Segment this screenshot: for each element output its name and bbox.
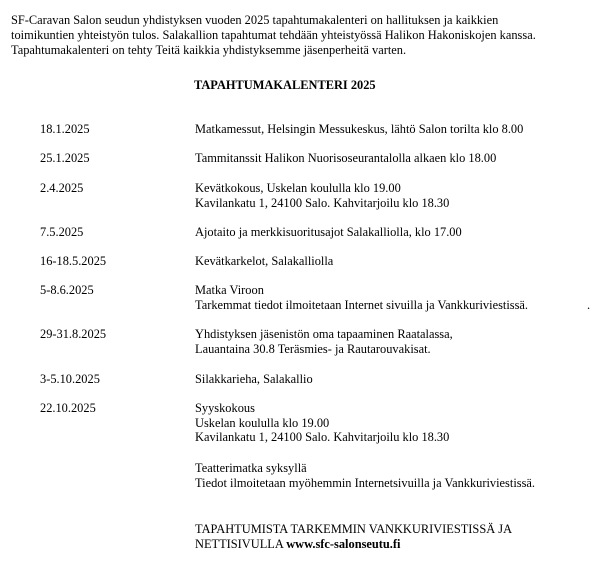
event-description bbox=[195, 225, 595, 240]
event-line: Matka Viroon bbox=[195, 283, 264, 297]
event-line: Kevätkarkelot, Salakalliolla bbox=[195, 254, 334, 268]
event-date: 16-18.5.2025 bbox=[40, 254, 107, 268]
event-description bbox=[195, 181, 595, 210]
footer-prefix: NETTISIVULLA bbox=[195, 537, 287, 551]
event-date: 3-5.10.2025 bbox=[40, 372, 100, 386]
event-line: Syyskokous bbox=[195, 401, 255, 415]
calendar-title: TAPAHTUMAKALENTERI 2025 bbox=[194, 78, 376, 92]
event-date: 18.1.2025 bbox=[40, 122, 90, 136]
event-line: Yhdistyksen jäsenistön oma tapaaminen Raatalassa, bbox=[195, 327, 453, 341]
event-date: 7.5.2025 bbox=[40, 225, 84, 239]
event-date: 2.4.2025 bbox=[40, 181, 84, 195]
event-line: Lauantaina 30.8 Teräsmies- ja Rautarouvakisat. bbox=[195, 341, 431, 356]
event-line: Teatterimatka syksyllä bbox=[195, 461, 307, 475]
website-link[interactable]: www.sfc-salonseutu.fi bbox=[286, 537, 401, 551]
event-line: Tammitanssit Halikon Nuorisoseurantalolla alkaen klo 18.00 bbox=[195, 151, 497, 165]
event-line: Kavilankatu 1, 24100 Salo. Kahvitarjoilu klo 18.30 bbox=[195, 430, 450, 445]
event-description bbox=[195, 254, 595, 269]
event-line: Ajotaito ja merkkisuoritusajot Salakalliolla, klo 17.00 bbox=[195, 225, 462, 239]
event-description bbox=[195, 401, 595, 445]
event-date: 22.10.2025 bbox=[40, 401, 96, 415]
event-description bbox=[195, 327, 595, 356]
intro-line: Tapahtumakalenteri on tehty Teitä kaikkia yhdistyksemme jäsenperheitä varten. bbox=[11, 43, 407, 57]
event-date: 5-8.6.2025 bbox=[40, 283, 94, 297]
event-description bbox=[195, 372, 595, 387]
trailing-mark: . bbox=[587, 298, 591, 312]
event-line: Tiedot ilmoitetaan myöhemmin Internetsivuilla ja Vankkuriviestissä. bbox=[195, 475, 536, 490]
event-line: Tarkemmat tiedot ilmoitetaan Internet sivuilla ja Vankkuriviestissä. bbox=[195, 297, 529, 312]
event-description bbox=[195, 283, 595, 312]
intro-line: toimikuntien yhteistyön tulos. Salakallion tapahtumat tehdään yhteistyössä Halikon Hakoniskojen kanssa. bbox=[11, 28, 536, 42]
event-description bbox=[195, 122, 595, 137]
event-line: Matkamessut, Helsingin Messukeskus, lähtö Salon torilta klo 8.00 bbox=[195, 122, 524, 136]
event-description bbox=[195, 151, 595, 166]
event-description bbox=[195, 461, 595, 490]
event-line: Kavilankatu 1, 24100 Salo. Kahvitarjoilu klo 18.30 bbox=[195, 195, 450, 210]
event-date: 25.1.2025 bbox=[40, 151, 90, 165]
event-line: Uskelan koululla klo 19.00 bbox=[195, 415, 330, 430]
footer-note bbox=[195, 522, 512, 552]
event-date: 29-31.8.2025 bbox=[40, 327, 107, 341]
intro-line: SF-Caravan Salon seudun yhdistyksen vuoden 2025 tapahtumakalenteri on hallituksen ja kaikkien bbox=[11, 13, 499, 27]
event-line: Silakkarieha, Salakallio bbox=[195, 372, 313, 386]
footer-line: TAPAHTUMISTA TARKEMMIN VANKKURIVIESTISSÄ JA bbox=[195, 522, 513, 536]
footer-line bbox=[195, 537, 512, 552]
event-line: Kevätkokous, Uskelan koululla klo 19.00 bbox=[195, 181, 401, 195]
